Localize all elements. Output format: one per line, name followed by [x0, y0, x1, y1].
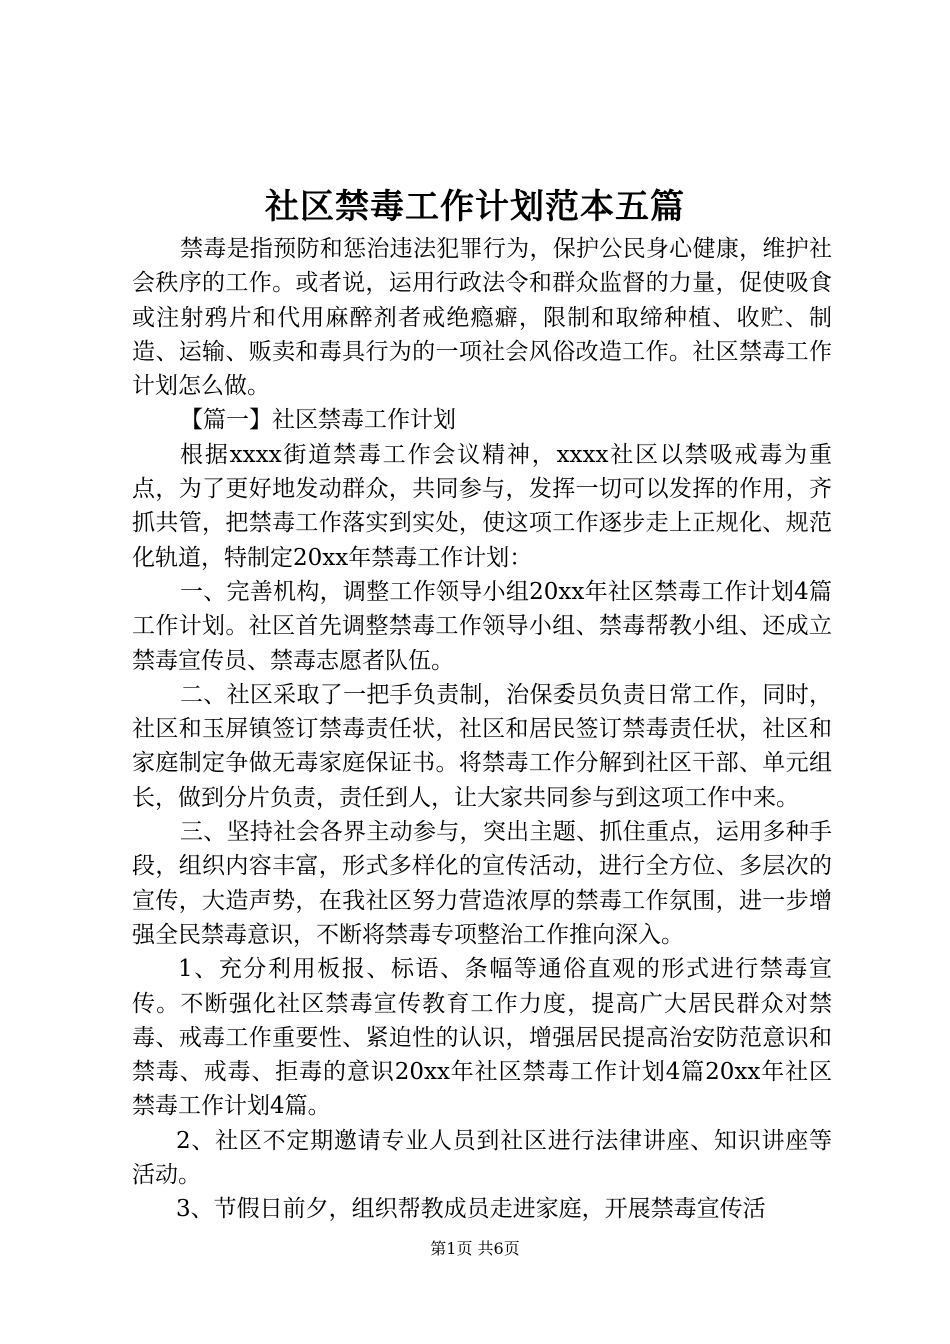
paragraph-item-two: 二、社区采取了一把手负责制，治保委员负责日常工作，同时，社区和玉屏镇签订禁毒责任状，社区和居民签订禁毒责任状，社区和家庭制定争做无毒家庭保证书。将禁毒工作分解到社区干部、单元组长，做到分片负责，责任到人，让大家共同参与到这项工作中来。	[132, 681, 832, 811]
section-heading-part-one: 【篇一】社区禁毒工作计划	[180, 407, 456, 434]
paragraph-intro: 禁毒是指预防和惩治违法犯罪行为，保护公民身心健康，维护社会秩序的工作。或者说，运用行政法令和群众监督的力量，促使吸食或注射鸦片和代用麻醉剂者戒绝瘾癖，限制和取缔种植、收贮、制造、运输、贩卖和毒具行为的一项社会风俗改造工作。社区禁毒工作计划怎么做。	[132, 236, 832, 400]
paragraph-basis: 根据xxxx街道禁毒工作会议精神，xxxx社区以禁吸戒毒为重点，为了更好地发动群众，共同参与，发挥一切可以发挥的作用，齐抓共管，把禁毒工作落实到实处，使这项工作逐步走上正规化、规范化轨道，特制定20xx年禁毒工作计划：	[132, 441, 832, 571]
paragraph-subitem-2: 2、社区不定期邀请专业人员到社区进行法律讲座、知识讲座等活动。	[132, 1127, 832, 1189]
document-title: 社区禁毒工作计划范本五篇	[265, 187, 685, 227]
document-body	[132, 232, 832, 1227]
page-footer: 第1页 共6页	[430, 1239, 520, 1258]
paragraph-subitem-1: 1、充分利用板报、标语、条幅等通俗直观的形式进行禁毒宣传。不断强化社区禁毒宣传教育工作力度，提高广大居民群众对禁毒、戒毒工作重要性、紧迫性的认识，增强居民提高治安防范意识和禁毒、戒毒、拒毒的意识20xx年社区禁毒工作计划4篇20xx年社区禁毒工作计划4篇。	[132, 956, 832, 1120]
paragraph-subitem-3: 3、节假日前夕，组织帮教成员走进家庭，开展禁毒宣传活	[176, 1196, 766, 1223]
paragraph-item-three: 三、坚持社会各界主动参与，突出主题、抓住重点，运用多种手段，组织内容丰富，形式多样化的宣传活动，进行全方位、多层次的宣传，大造声势，在我社区努力营造浓厚的禁毒工作氛围，进一步增强全民禁毒意识，不断将禁毒专项整治工作推向深入。	[132, 819, 832, 948]
paragraph-item-one: 一、完善机构，调整工作领导小组20xx年社区禁毒工作计划4篇工作计划。社区首先调整禁毒工作领导小组、禁毒帮教小组、还成立禁毒宣传员、禁毒志愿者队伍。	[132, 578, 832, 674]
